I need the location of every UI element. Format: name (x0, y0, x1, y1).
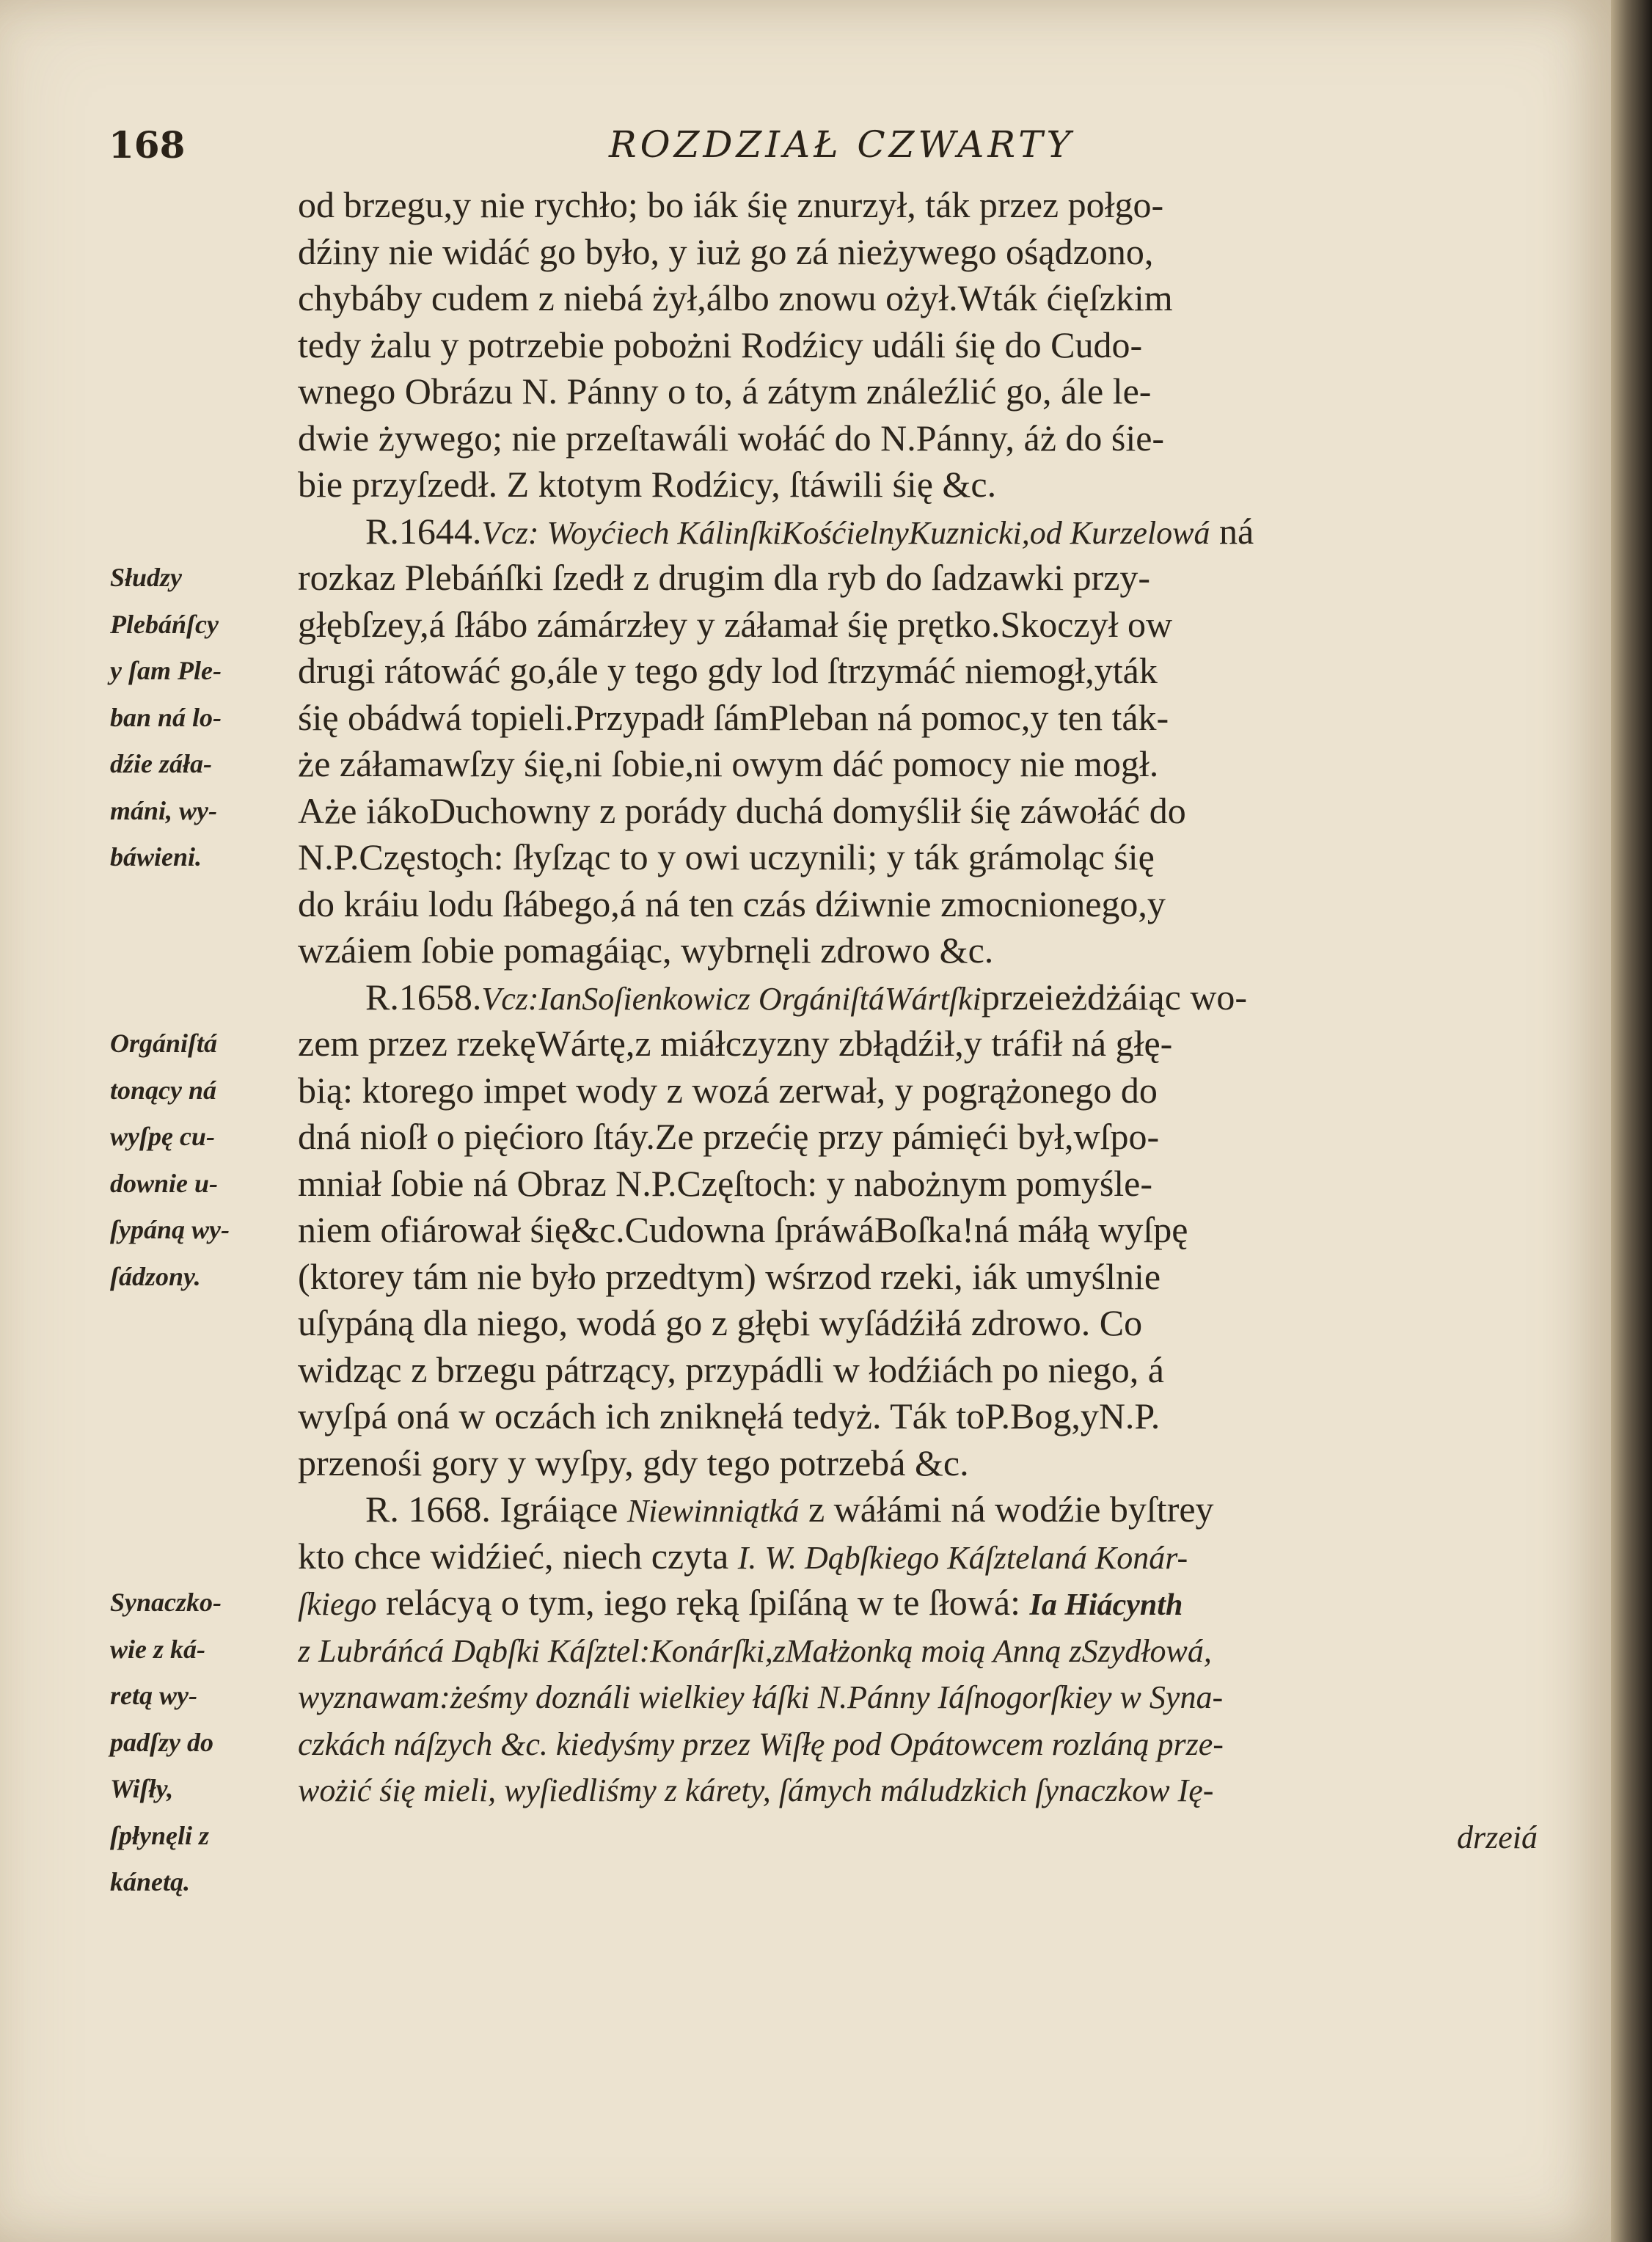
text-line (298, 1254, 1538, 1301)
text-span: R.1658. (365, 976, 482, 1018)
text-span: (ktorey tám nie było przedtym) wśrzod rzeki, iák umyślnie (298, 1255, 1161, 1297)
margin-note: Plebáńſcy (110, 609, 219, 639)
text-line (298, 1486, 1538, 1533)
text-span: czkách náſzych &c. kiedyśmy przez Wiſłę pod Opátowcem rozláną prze- (298, 1726, 1224, 1762)
margin-note: retą wy- (110, 1681, 197, 1710)
text-line (298, 1440, 1538, 1487)
text-span: niem ofiárował śię&c.Cudowna ſpráwáBoſka!ná máłą wyſpę (298, 1209, 1188, 1250)
text-span: kto chce widźieć, niech czyta (298, 1535, 738, 1577)
text-line (298, 555, 1538, 602)
text-span: drugi rátowáć go,ále y tego gdy lod ſtrzymáć niemogł,yták (298, 650, 1158, 691)
text-line (298, 834, 1538, 881)
text-line (298, 602, 1538, 649)
margin-note: báwieni. (110, 842, 202, 872)
text-span: Niewinniątká (626, 1493, 800, 1529)
text-span: dná nioſł o pięćioro ſtáy.Ze przećię przy pámięći był,wſpo- (298, 1116, 1160, 1157)
text-span: z wáłámi ná wodźie byſtrey (799, 1489, 1214, 1530)
text-span: R. 1668. Igráiące (365, 1489, 627, 1530)
text-line (298, 1626, 1538, 1673)
text-line (298, 461, 1538, 508)
page-number: 168 (109, 123, 186, 167)
margin-note: Orgániſtá (110, 1029, 218, 1058)
text-span: głębſzey,á ſłábo zámárzłey y záłamał śię prętko.Skoczył ow (298, 603, 1173, 645)
text-span: bią: ktorego impet wody z wozá zerwał, y pogrążonego do (298, 1069, 1158, 1111)
text-span: Vcz:IanSoſienkowicz OrgániſtáWártſki (481, 980, 982, 1017)
margin-note: Synaczko- (110, 1588, 222, 1617)
text-line (298, 1766, 1538, 1813)
text-line (298, 415, 1538, 462)
text-line (298, 1533, 1538, 1580)
margin-note: kánetą. (110, 1867, 191, 1896)
text-span: ſkiego (298, 1586, 377, 1622)
text-line (298, 1207, 1538, 1254)
text-span: relácyą o tym, iego ręką ſpiſáną w te ſłowá: (376, 1582, 1030, 1623)
text-line (298, 1020, 1538, 1067)
margin-note: Wiſły, (110, 1774, 174, 1803)
margin-note: ſpłynęli z (110, 1820, 209, 1850)
text-line (298, 927, 1538, 974)
margin-note: wyſpę cu- (110, 1122, 215, 1151)
text-line (298, 1347, 1538, 1394)
text-span: drzeiá (1457, 1819, 1538, 1855)
text-line (298, 1393, 1538, 1440)
text-span: R.1644. (365, 510, 482, 552)
text-line (298, 229, 1538, 276)
text-span: wzáiem ſobie pomagáiąc, wybrnęli zdrowo &c. (298, 930, 994, 971)
text-line (298, 322, 1538, 369)
margin-note: y ſam Ple- (110, 656, 222, 685)
text-span: wnego Obrázu N. Pánny o to, á zátym ználeźlić go, ále le- (298, 370, 1152, 412)
text-span: chybáby cudem z niebá żył,álbo znowu ożył.Wták ćięſzkim (298, 277, 1173, 318)
text-span: wożić śię mieli, wyſiedliśmy z kárety, ſámych máludzkich ſynaczkow Ię- (298, 1772, 1214, 1808)
text-line (298, 1673, 1538, 1720)
text-span: zem przez rzekęWártę,z miáłczyzny zbłądźił,y tráfił ná głę- (298, 1023, 1173, 1064)
margin-note: Słudzy (110, 563, 183, 592)
text-span: uſypáną dla niego, wodá go z głębi wyſádźiłá zdrowo. Co (298, 1302, 1143, 1343)
text-line (298, 648, 1538, 695)
running-head: ROZDZIAŁ CZWARTY (609, 123, 1075, 166)
text-span: I. W. Dąbſkiego Káſztelaná Konár- (737, 1539, 1188, 1576)
margin-note: ban ná lo- (110, 702, 222, 732)
text-span: Aże iákoDuchowny z porády duchá domyślił śię záwołáć do (298, 789, 1186, 831)
text-line (298, 508, 1538, 555)
text-span: Vcz: Woyćiech KálinſkiKośćielnyKuznicki,od Kurzelowá (481, 514, 1210, 551)
text-span: ná (1210, 510, 1254, 552)
text-line (298, 881, 1538, 928)
margin-note: máni, wy- (110, 795, 218, 825)
text-line (298, 1161, 1538, 1208)
text-span: wyznawam:żeśmy doználi wielkiey łáſki N.Pánny Iáſnogorſkiey w Syna- (298, 1679, 1224, 1715)
text-line (298, 788, 1538, 835)
margin-note: downie u- (110, 1168, 219, 1198)
text-span: od brzegu,y nie rychło; bo iák śię znurzył, ták przez połgo- (298, 184, 1164, 225)
text-span: mniał ſobie ná Obraz N.P.Częſtoch: y nabożnym pomyśle- (298, 1162, 1153, 1204)
text-line (298, 368, 1538, 415)
text-span: przenośi gory y wyſpy, gdy tego potrzebá &c. (298, 1442, 969, 1483)
main-text-block (298, 182, 1538, 1859)
text-line (298, 1114, 1538, 1161)
text-line (298, 275, 1538, 322)
text-line (298, 695, 1538, 742)
text-span: N.P.Często̧ch: ſłyſząc to y owi uczynili; y ták grámoląc śię (298, 836, 1155, 877)
text-span: z Lubráńcá Dąbſki Káſztel:Konárſki,zMałżonką moią Anną zSzydłowá, (298, 1632, 1212, 1669)
text-span: dźiny nie widáć go było, y iuż go zá nieżywego ośądzono, (298, 230, 1154, 272)
text-span: że záłamawſzy śię,ni ſobie,ni owym dáć pomocy nie mogł. (298, 743, 1159, 784)
text-line (298, 1720, 1538, 1767)
text-span: do kráiu lodu ſłábego,á ná ten czás dźiwnie zmocnionego,y (298, 883, 1166, 924)
text-line (298, 182, 1538, 229)
text-span: przeieżdżáiąc wo- (981, 976, 1248, 1018)
text-line (298, 741, 1538, 788)
text-span: Ia Hiácynth (1029, 1588, 1183, 1622)
margin-note: ſypáną wy- (110, 1215, 230, 1244)
text-span: wyſpá oná w oczách ich zniknęłá tedyż. Ták toP.Bog,yN.P. (298, 1395, 1161, 1436)
text-line (298, 1580, 1538, 1626)
text-span: bie przyſzedł. Z ktotym Rodźicy, ſtáwili śię &c. (298, 464, 997, 505)
text-line (298, 974, 1538, 1021)
text-line (298, 1300, 1538, 1347)
margin-note: dźie záła- (110, 749, 212, 778)
text-span: śię obádwá topieli.Przypadł ſámPleban ná pomoc,y ten ták- (298, 696, 1169, 738)
text-line (298, 1813, 1538, 1860)
margin-note: padſzy do (110, 1727, 213, 1757)
text-span: tedy żalu y potrzebie pobożni Rodźicy událi śię do Cudo- (298, 324, 1143, 365)
text-span: widząc z brzegu pátrzący, przypádli w łodźiách po niego, á (298, 1348, 1164, 1390)
book-spine (1611, 0, 1652, 2242)
margin-note: wie z ká- (110, 1634, 205, 1664)
text-span: rozkaz Plebáńſki ſzedł z drugim dla ryb do ſadzawki przy- (298, 557, 1151, 598)
text-span: dwie żywego; nie przeſtawáli wołáć do N.Pánny, áż do śie- (298, 417, 1165, 459)
text-line (298, 1067, 1538, 1114)
page-header (0, 123, 1611, 175)
margin-note: ſádzony. (110, 1261, 201, 1291)
margin-note: tonący ná (110, 1075, 217, 1105)
